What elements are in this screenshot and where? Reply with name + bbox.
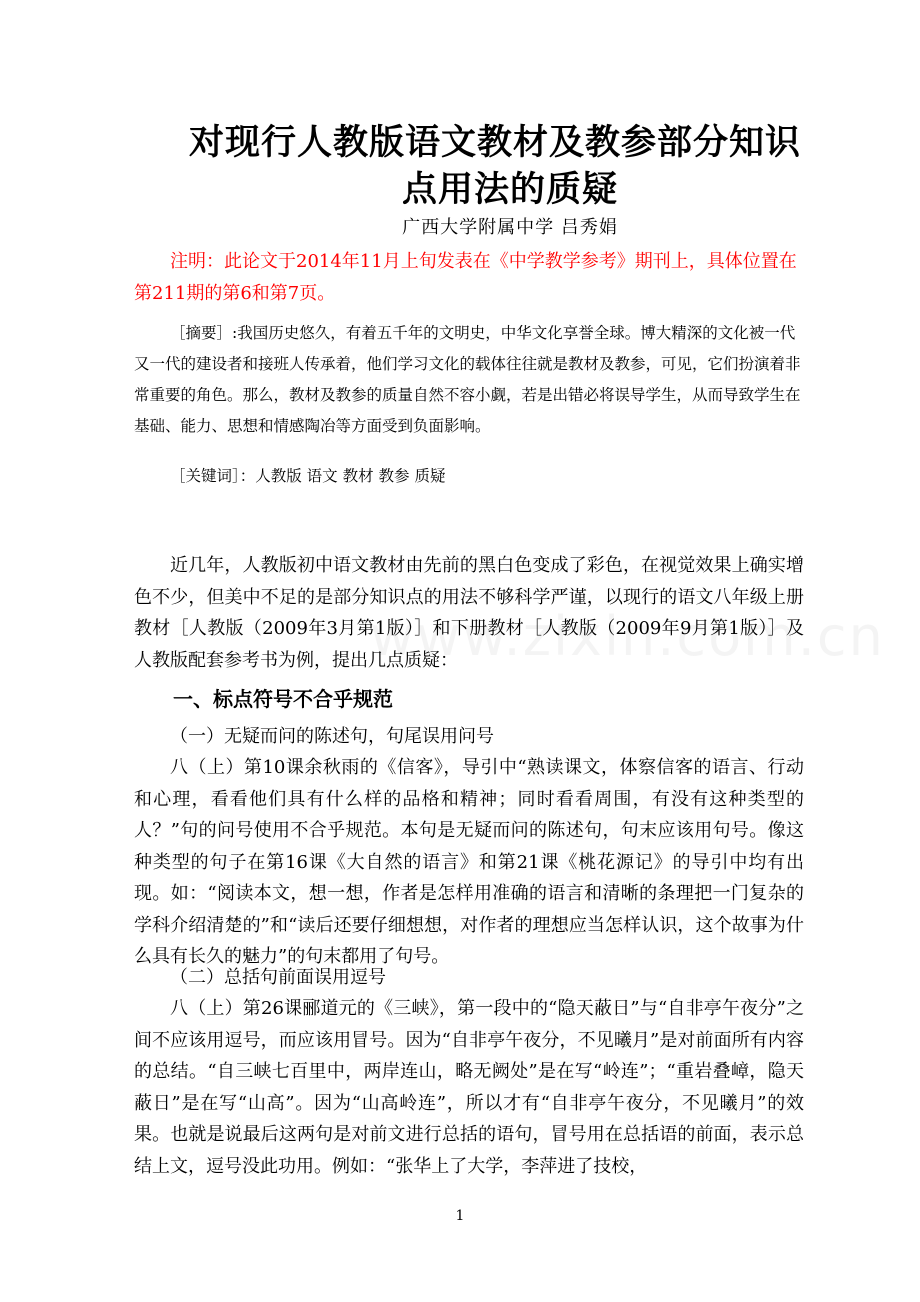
intro-paragraph: 近几年，人教版初中语文教材由先前的黑白色变成了彩色，在视觉效果上确实增色不少，但美中不足的是部分知识点的用法不够科学严谨，以现行的语文八年级上册教材［人教版（2009年3月第1版）］和下册教材［人教版（2009年9月第1版）］及人教版配套参考书为例，提出几点质疑：	[134, 555, 804, 671]
section-heading-1: 一、标点符号不合乎规范	[173, 687, 393, 711]
watermark	[370, 605, 885, 668]
page-number: 1	[455, 1208, 465, 1224]
subsection-2-paragraph: 八（上）第26课郦道元的《三峡》，第一段中的“隐天蔽日”与“自非亭午夜分”之间不应该用逗号，而应该用冒号。因为“自非亭午夜分，不见曦月”是对前面所有内容的总结。“自三峡七百里中，两岸连山，略无阙处”是在写“岭连”；“重岩叠嶂，隐天蔽日”是在写“山高”。因为“山高岭连”，所以才有“自非亭午夜分，不见曦月”的效果。也就是说最后这两句是对前文进行总括的语句，冒号用在总括语的前面，表示总结上文，逗号没此功用。例如：“张华上了大学，李萍进了技校，	[134, 998, 804, 1177]
subsection-heading-2: （二）总括句前面误用逗号	[170, 967, 386, 988]
publication-note: 注明：此论文于2014年11月上旬发表在《中学教学参考》期刊上，具体位置在第211期的第6和第7页。	[134, 251, 797, 304]
author-line: 广西大学附属中学 吕秀娟	[402, 217, 618, 238]
subsection-1-paragraph: 八（上）第10课余秋雨的《信客》，导引中“熟读课文，体察信客的语言、行动和心理，看看他们具有什么样的品格和精神；同时看看周围，有没有这种类型的人？”句的问号使用不合乎规范。本句是无疑而问的陈述句，句末应该用句号。像这种类型的句子在第16课《大自然的语言》和第21课《桃花源记》的导引中均有出现。如：“阅读本文，想一想，作者是怎样用准确的语言和清晰的条理把一门复杂的学科介绍清楚的”和“读后还要仔细想想，对作者的理想应当怎样认识，这个故事为什么具有长久的魅力”的句末都用了句号。	[134, 757, 804, 967]
keywords: ［关键词］：人教版 语文 教材 教参 质疑	[170, 467, 446, 485]
document-title-line2: 点用法的质疑	[401, 169, 618, 210]
abstract: ［摘要］:我国历史悠久，有着五千年的文明史，中华文化享誉全球。博大精深的文化被一代又一代的建设者和接班人传承着，他们学习文化的载体往往就是教材及教参，可见，它们扮演着非常重要的角色。那么，教材及教参的质量自然不容小觑，若是出错必将误导学生，从而导致学生在基础、能力、思想和情感陶冶等方面受到负面影响。	[134, 324, 801, 435]
document-title-line1: 对现行人教版语文教材及教参部分知识	[188, 122, 801, 163]
subsection-heading-1: （一）无疑而问的陈述句，句尾误用问号	[170, 726, 494, 747]
